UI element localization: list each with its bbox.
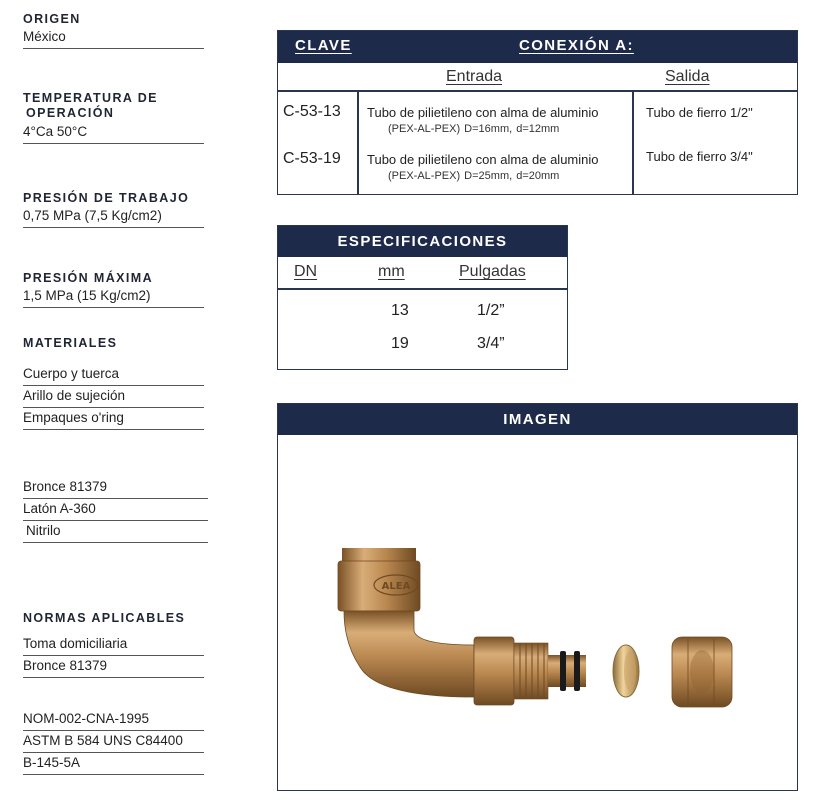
divider <box>278 90 797 92</box>
salida-cell: Tubo de fierro 3/4" <box>646 149 753 164</box>
presion-maxima-value: 1,5 MPa (15 Kg/cm2) <box>23 286 204 308</box>
mm-header: mm <box>378 263 405 280</box>
materiales-part: Arillo de sujeción <box>23 386 204 408</box>
specs-title: ESPECIFICACIONES <box>278 226 567 257</box>
pulgadas-cell: 3/4” <box>477 335 505 352</box>
normas-standard: B-145-5A <box>23 753 204 775</box>
mm-cell: 19 <box>391 335 409 352</box>
materiales-label: MATERIALES <box>23 336 118 350</box>
elbow-body <box>338 548 474 697</box>
pipe-insert <box>548 651 586 691</box>
divider <box>278 288 567 290</box>
presion-maxima-label: PRESIÓN MÁXIMA <box>23 271 154 285</box>
pulgadas-header: Pulgadas <box>459 263 526 280</box>
brand-logo: ALEA <box>381 581 411 592</box>
image-panel <box>277 403 798 791</box>
entrada-spec: (PEX-AL-PEX) D=16mm, d=12mm <box>388 123 560 135</box>
materiales-material: Bronce 81379 <box>23 477 208 499</box>
salida-cell: Tubo de fierro 1/2" <box>646 105 753 120</box>
image-title: IMAGEN <box>278 404 797 435</box>
entrada-cell: Tubo de pilietileno con alma de aluminio <box>367 105 599 120</box>
origen-label: ORIGEN <box>23 12 81 26</box>
connection-table-header <box>278 31 797 63</box>
presion-trabajo-label: PRESIÓN DE TRABAJO <box>23 191 190 205</box>
divider <box>632 91 634 195</box>
materiales-material: Latón A-360 <box>23 499 208 521</box>
temperatura-label-1: TEMPERATURA DE <box>23 91 158 105</box>
salida-subheader: Salida <box>665 68 710 85</box>
divider <box>357 91 359 195</box>
entrada-spec: (PEX-AL-PEX) D=25mm, d=20mm <box>388 170 560 182</box>
clave-header: CLAVE <box>295 37 352 54</box>
elbow-hex-thread <box>474 637 548 705</box>
connection-table <box>277 30 798 195</box>
normas-standard: ASTM B 584 UNS C84400 <box>23 731 204 753</box>
conexion-header: CONEXIÓN A: <box>519 37 634 54</box>
clave-cell: C-53-19 <box>283 150 341 167</box>
specs-table <box>277 225 568 370</box>
temperatura-label-2: OPERACIÓN <box>26 106 115 120</box>
pulgadas-cell: 1/2” <box>477 302 505 319</box>
normas-label: NORMAS APLICABLES <box>23 611 186 625</box>
clave-cell: C-53-13 <box>283 103 341 120</box>
materiales-part: Empaques o'ring <box>23 408 204 430</box>
origen-value: México <box>23 27 204 49</box>
dn-header: DN <box>294 263 318 280</box>
temperatura-value: 4°Ca 50°C <box>23 122 204 144</box>
entrada-cell: Tubo de pilietileno con alma de aluminio <box>367 152 599 167</box>
fitting-illustration <box>278 435 796 789</box>
retaining-ring <box>613 645 639 697</box>
presion-trabajo-value: 0,75 MPa (7,5 Kg/cm2) <box>23 206 204 228</box>
normas-item: Bronce 81379 <box>23 656 204 678</box>
normas-standard: NOM-002-CNA-1995 <box>23 709 204 731</box>
normas-item: Toma domiciliaria <box>23 634 204 656</box>
materiales-material: Nitrilo <box>23 521 208 543</box>
mm-cell: 13 <box>391 302 409 319</box>
entrada-subheader: Entrada <box>446 68 503 85</box>
materiales-part: Cuerpo y tuerca <box>23 364 204 386</box>
compression-nut <box>672 637 732 707</box>
